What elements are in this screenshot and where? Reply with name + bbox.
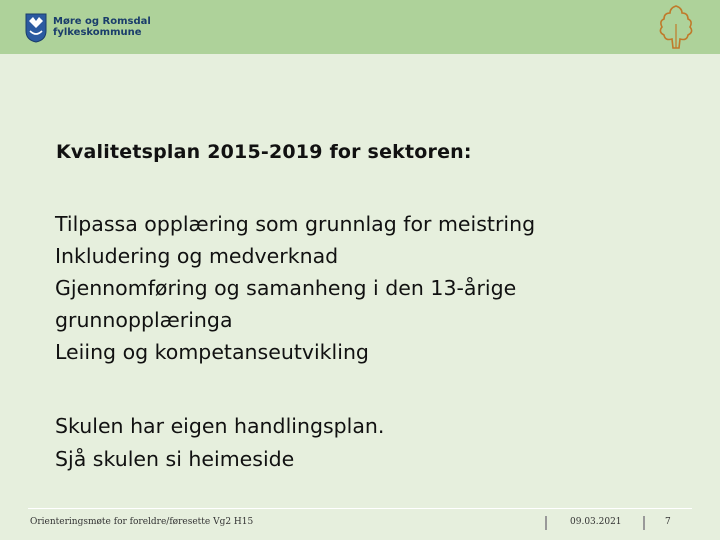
- org-logo-text: [53, 16, 151, 38]
- org-name-line1: Møre og Romsdal: [53, 16, 151, 27]
- list-item: Inkludering og medverknad: [55, 244, 339, 268]
- note-line: Sjå skulen si heimeside: [55, 447, 295, 471]
- quality-plan-list: [55, 208, 655, 368]
- org-name-line2: fylkeskommune: [53, 27, 142, 38]
- county-shield-icon: [25, 13, 47, 43]
- tree-outline-icon: [656, 4, 696, 50]
- footer-date: 09.03.2021: [570, 517, 622, 527]
- list-item: Leiing og kompetanseutvikling: [55, 340, 369, 364]
- footer-separator: [643, 516, 645, 530]
- list-item: Tilpassa opplæring som grunnlag for meistring: [55, 212, 536, 236]
- slide-heading: Kvalitetsplan 2015-2019 for sektoren:: [56, 141, 472, 163]
- footer-title: Orienteringsmøte for foreldre/føresette Vg2 H15: [30, 517, 254, 527]
- note-line: Skulen har eigen handlingsplan.: [55, 414, 385, 438]
- footer-separator: [545, 516, 547, 530]
- notes-block: [55, 410, 384, 476]
- list-item: Gjennomføring og samanheng i den 13-årige grunnopplæringa: [55, 276, 517, 332]
- footer-divider: [28, 508, 692, 509]
- page-number: 7: [665, 517, 671, 527]
- header-band: [0, 0, 720, 54]
